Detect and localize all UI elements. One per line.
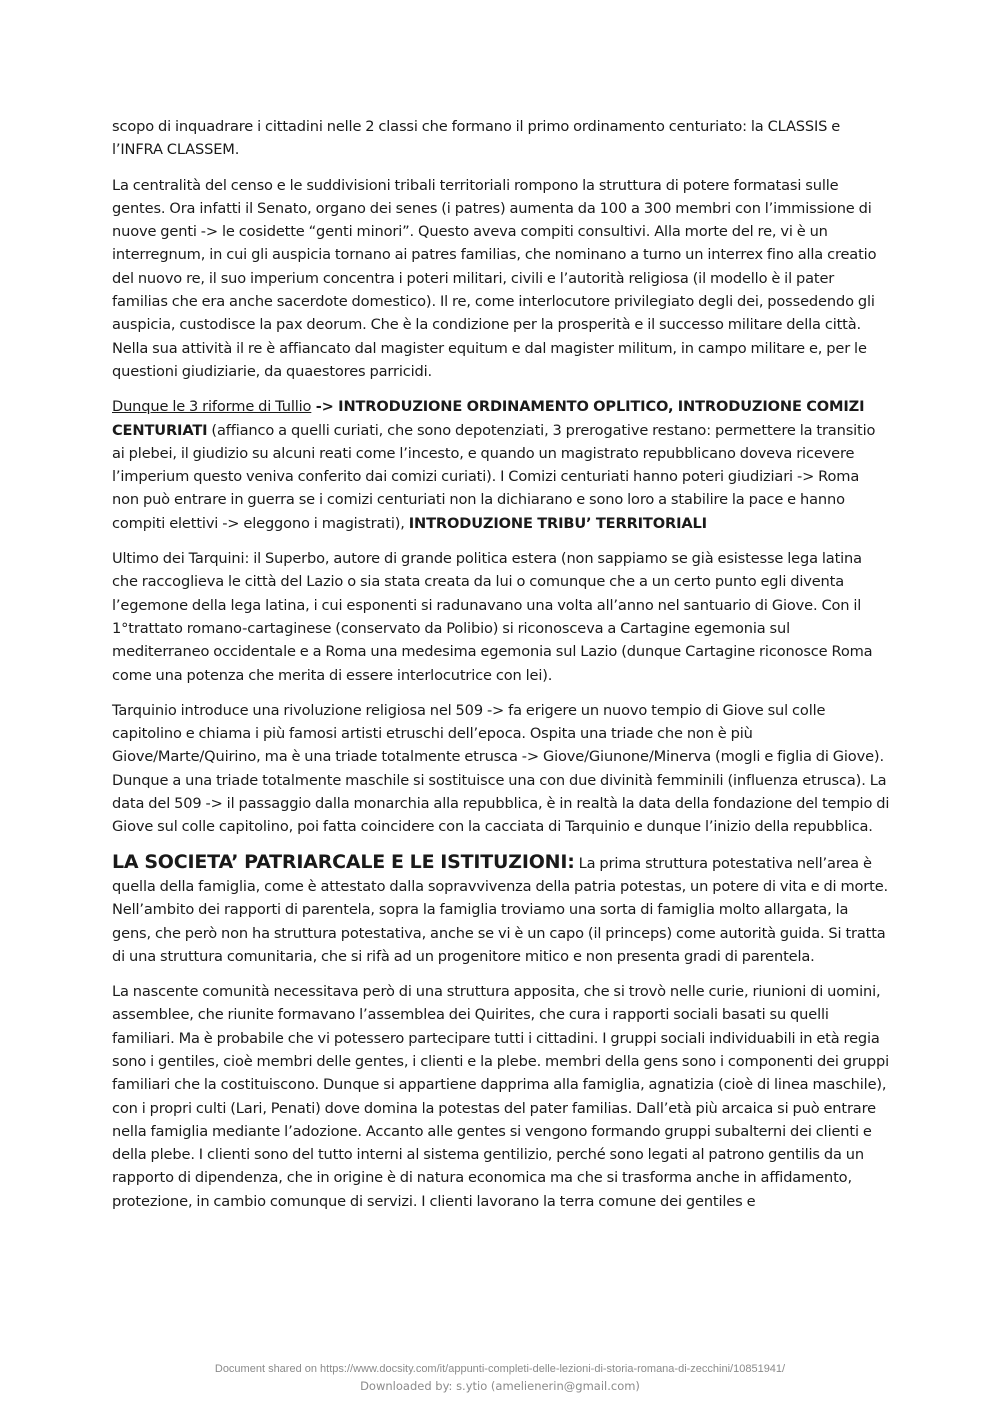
paragraph-tarquini: Ultimo dei Tarquini: il Superbo, autore di grande politica estera (non sappiamo se già esistesse lega latina che raccoglieva le città del Lazio o sia stata creata da lui o comunque che a un certo punto egli diventa l’egemone della lega latina, i cui esponenti si radunavano una volta all’anno nel santuario di Giove. Con il 1°trattato romano-cartaginese (conservato da Polibio) si riconosceva a Cartagine egemonia sul mediterraneo occidentale e a Roma una medesima egemonia sul Lazio (dunque Cartagine riconosce Roma come una potenza che merita di essere interlocutrice con lei). bbox=[112, 550, 873, 684]
paragraph-riforme-tullio bbox=[112, 395, 890, 535]
paragraph-senato: La centralità del censo e le suddivisioni tribali territoriali rompono la struttura di potere formatasi sulle gentes. Ora infatti il Senato, organo dei senes (i patres) aumenta da 100 a 300 membri con l’immissione di nuove genti -> le cosidette “genti minori”. Questo aveva compiti consultivi. Alla morte del re, vi è un interregnum, in cui gli auspicia tornano ai patres familias, che nominano a turno un interrex fino alla creatio del nuovo re, il suo imperium concentra i poteri militari, civili e l’autorità religiosa (il modello è il pater familias che era anche sacerdote domestico). Il re, come interlocutore privilegiato degli dei, possedendo gli auspicia, custodisce la pax deorum. Che è la condizione per la prosperità e il successo militare della città. Nella sua attività il re è affiancato dal magister equitum e dal magister militum, in campo militare e, per le questioni giudiziarie, da quaestores parricidi. bbox=[112, 176, 877, 380]
riforme-bold-tribu: INTRODUZIONE TRIBU’ TERRITORIALI bbox=[408, 514, 707, 532]
document-body bbox=[112, 115, 890, 1225]
riforme-bold-oplitico: -> INTRODUZIONE ORDINAMENTO OPLITICO, INTRODUZIONE COMIZI CENTURIATI bbox=[112, 398, 865, 439]
paragraph-classis: scopo di inquadrare i cittadini nelle 2 classi che formano il primo ordinamento centuriato: la CLASSIS e l’INFRA CLASSEM. bbox=[112, 118, 841, 159]
paragraph-societa-patriarcale bbox=[112, 851, 890, 968]
section-heading: LA SOCIETA’ PATRIARCALE E LE ISTITUZIONI: bbox=[112, 850, 575, 873]
footer-downloaded-by: Downloaded by: s.ytio (amelienerin@gmail.com) bbox=[360, 1379, 640, 1393]
paragraph-comunita: La nascente comunità necessitava però di una struttura apposita, che si trovò nelle curie, riunioni di uomini, assemblee, che riunite formavano l’assemblea dei Quirites, che cura i rapporti sociali basati su quelli familiari. Ma è probabile che vi potessero partecipare tutti i cittadini. I gruppi sociali individuabili in età regia sono i gentiles, cioè membri delle gentes, i clienti e la plebe. membri della gens sono i componenti dei gruppi familiari che la costituiscono. Dunque si appartiene dapprima alla famiglia, agnatizia (cioè di linea maschile), con i propri culti (Lari, Penati) dove domina la potestas del pater familias. Dall’età più arcaica si può entrare nella famiglia mediante l’adozione. Accanto alle gentes si vengono formando gruppi subalterni dei clienti e della plebe. I clienti sono del tutto interni al sistema gentilizio, perché sono legati al patrono gentilis da un rapporto di dipendenza, che in origine è di natura economica ma che si trasforma anche in affidamento, protezione, in cambio comunque di servizi. I clienti lavorano la terra comune dei gentiles e bbox=[112, 983, 890, 1210]
riforme-tullio-underlined: Dunque le 3 riforme di Tullio bbox=[112, 398, 312, 416]
paragraph-rivoluzione-religiosa: Tarquinio introduce una rivoluzione religiosa nel 509 -> fa erigere un nuovo tempio di Giove sul colle capitolino e chiama i più famosi artisti etruschi dell’epoca. Ospita una triade che non è più Giove/Marte/Quirino, ma è una triade totalmente etrusca -> Giove/Giunone/Minerva (mogli e figlia di Giove). Dunque a una triade totalmente maschile si sostituisce una con due divinità femminili (influenza etrusca). La data del 509 -> il passaggio dalla monarchia alla repubblica, è in realtà la data della fondazione del tempio di Giove sul colle capitolino, poi fatta coincidere con la cacciata di Tarquinio e dunque l’inizio della repubblica. bbox=[112, 701, 890, 836]
riforme-text: (affianco a quelli curiati, che sono depotenziati, 3 prerogative restano: permettere la transitio ai plebei, il giudizio su alcuni reati come l’incesto, e quando un magistrato repubblicano doveva ricevere l’imperium questo veniva conferito dai comizi curiati). I Comizi centuriati hanno poteri giudiziari -> Roma non può entrare in guerra se i comizi centuriati non la dichiarano e sono loro a stabilire la pace e hanno compiti elettivi -> eleggono i magistrati), bbox=[112, 421, 876, 532]
societa-text: La prima struttura potestativa nell’area è quella della famiglia, come è attestato dalla sopravvivenza della patria potestas, un potere di vita e di morte. Nell’ambito dei rapporti di parentela, sopra la famiglia troviamo una sorta di famiglia molto allargata, la gens, che però non ha struttura potestativa, anche se vi è un capo (il princeps) come autorità guida. Si tratta di una struttura comunitaria, che si rifà ad un progenitore mitico e non presenta gradi di parentela. bbox=[112, 854, 889, 965]
footer-shared-link[interactable]: Document shared on https://www.docsity.com/it/appunti-completi-delle-lezioni-di-storia-romana-di-zecchini/10851941/ bbox=[214, 1363, 786, 1375]
